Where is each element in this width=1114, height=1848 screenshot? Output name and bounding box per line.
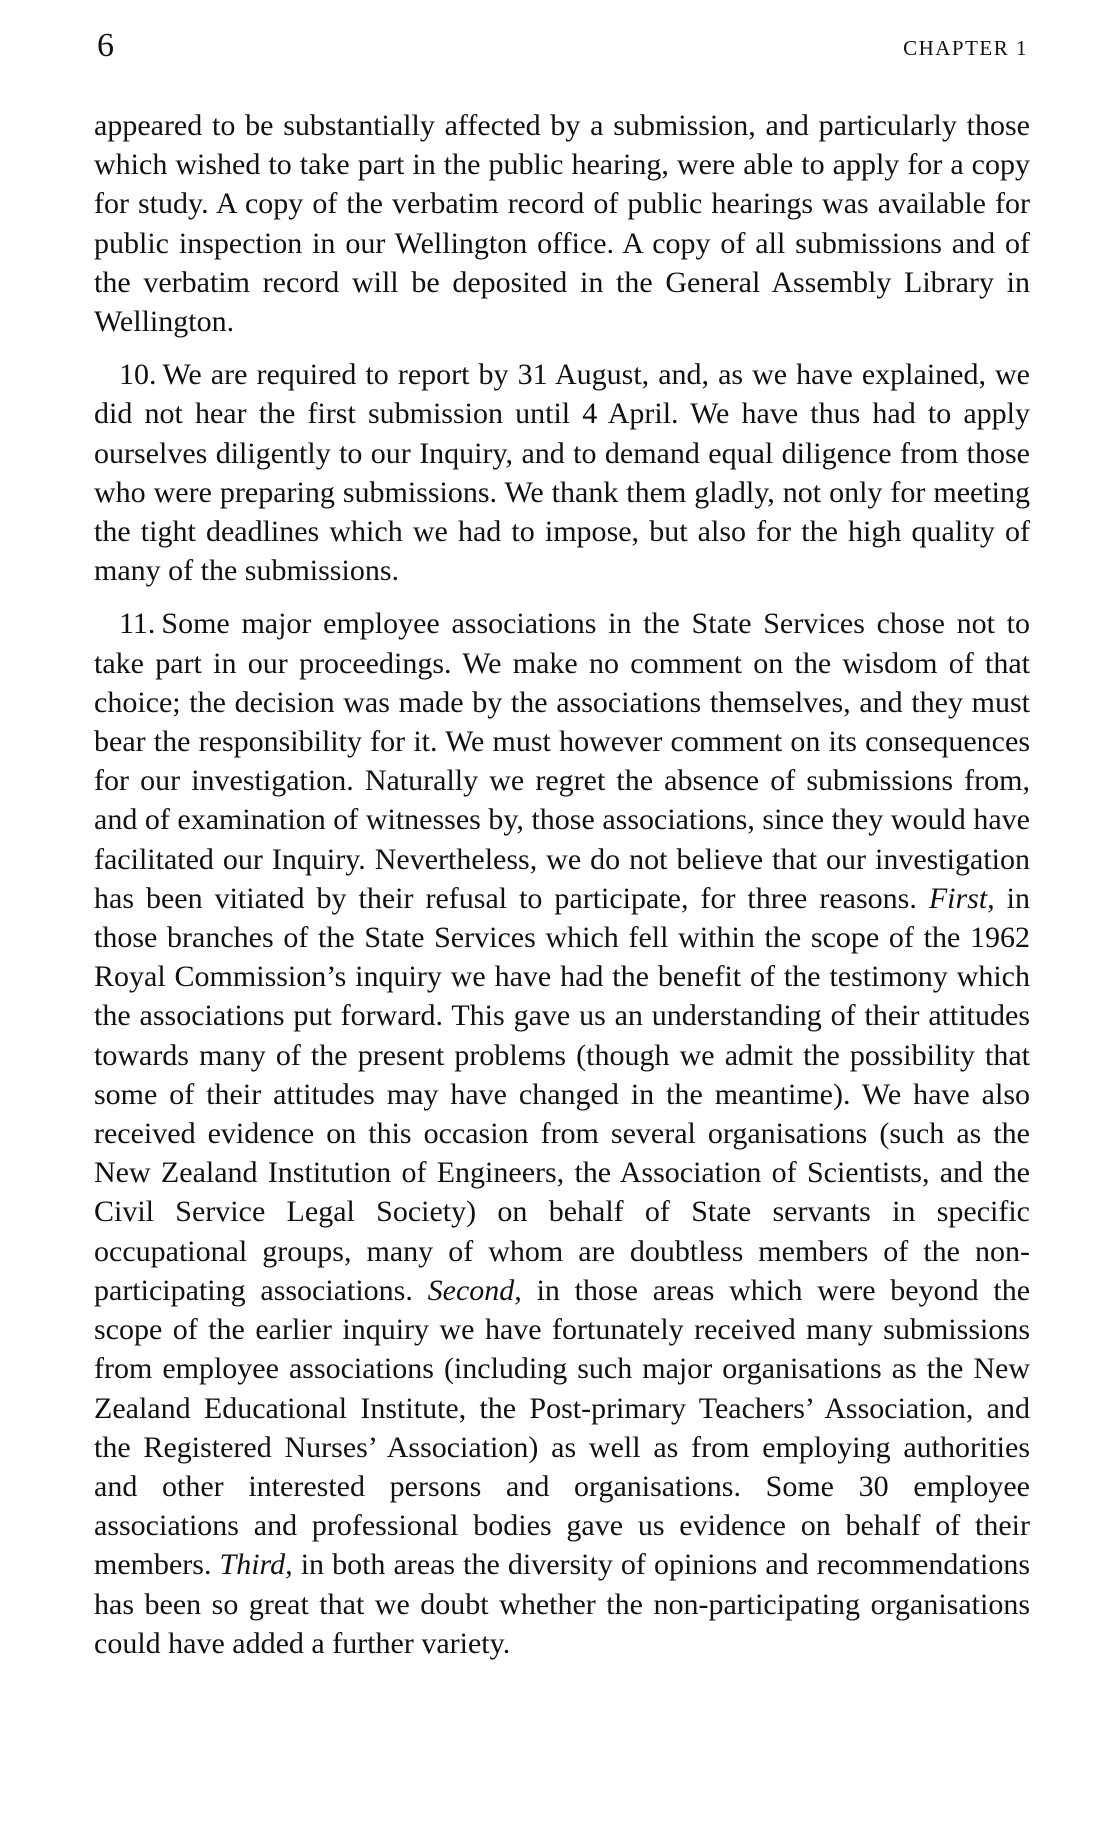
paragraph-text: We are required to report by 31 August, and, as we have explained, we did not hear the first submission until 4 April. We have thus had to apply ourselves diligently to our Inquiry, and to demand equal diligence from those who were preparing submissions. We thank them gladly, not only for meeting the tight deadlines which we had to impose, but also for the high quality of many of the submissions. — [94, 358, 1030, 588]
paragraph-text-part: in both areas the diversity of opinions and recommendations has been so great that we doubt whether the non-participating organisations could have added a further variety. — [94, 1548, 1030, 1660]
paragraph-number: 11. — [119, 607, 156, 641]
emphasis-third: Third, — [219, 1548, 293, 1582]
running-head: CHAPTER 1 — [903, 36, 1028, 60]
paragraph-text-part: in those branches of the State Services which fell within the scope of the 1962 Royal Commission’s inquiry we have had the benefit of the testimony which the associations put forward. This gave us an understanding of their attitudes towards many of the present problems (though we admit the possibility that some of their attitudes may have changed in the meantime). We have also received evidence on this occasion from several organisations (such as the New Zealand Institution of Engineers, the Association of Scientists, and the Civil Service Legal Society) on behalf of State servants in specific occupational groups, many of whom are doubtless members of the non-participating associations. — [94, 881, 1030, 1307]
body-text — [94, 106, 1030, 1663]
paragraph-continued: appeared to be substantially affected by a submission, and particularly those which wished to take part in the public hearing, were able to apply for a copy for study. A copy of the verbatim record of public hearings was available for public inspection in our Wellington office. A copy of all submissions and of the verbatim record will be deposited in the General Assembly Library in Wellington. — [94, 109, 1030, 339]
emphasis-second: Second, — [427, 1273, 522, 1307]
paragraph-text-part: Some major employee associations in the State Services chose not to take part in our proceedings. We make no comment on the wisdom of that choice; the decision was made by the associations themselves, and they must bear the responsibility for it. We must however comment on its consequences for our investigation. Naturally we regret the absence of submissions from, and of examination of witnesses by, those associations, since they would have facilitated our Inquiry. Nevertheless, we do not believe that our investigation has been vitiated by their refusal to participate, for three reasons. — [94, 607, 1030, 915]
page-number: 6 — [97, 27, 114, 64]
paragraph-text-part: in those areas which were beyond the scope of the earlier inquiry we have fortunately received many submissions from employee associations (including such major organisations as the New Zealand Educational Institute, the Post-primary Teachers’ Association, and the Registered Nurses’ Association) as well as from employing authorities and other interested persons and organisations. Some 30 employee associations and professional bodies gave us evidence on behalf of their members. — [94, 1273, 1031, 1582]
emphasis-first: First, — [928, 881, 995, 915]
paragraph-number: 10. — [119, 358, 157, 392]
paragraph-10 — [94, 355, 1030, 590]
paragraph-11 — [94, 604, 1030, 1662]
